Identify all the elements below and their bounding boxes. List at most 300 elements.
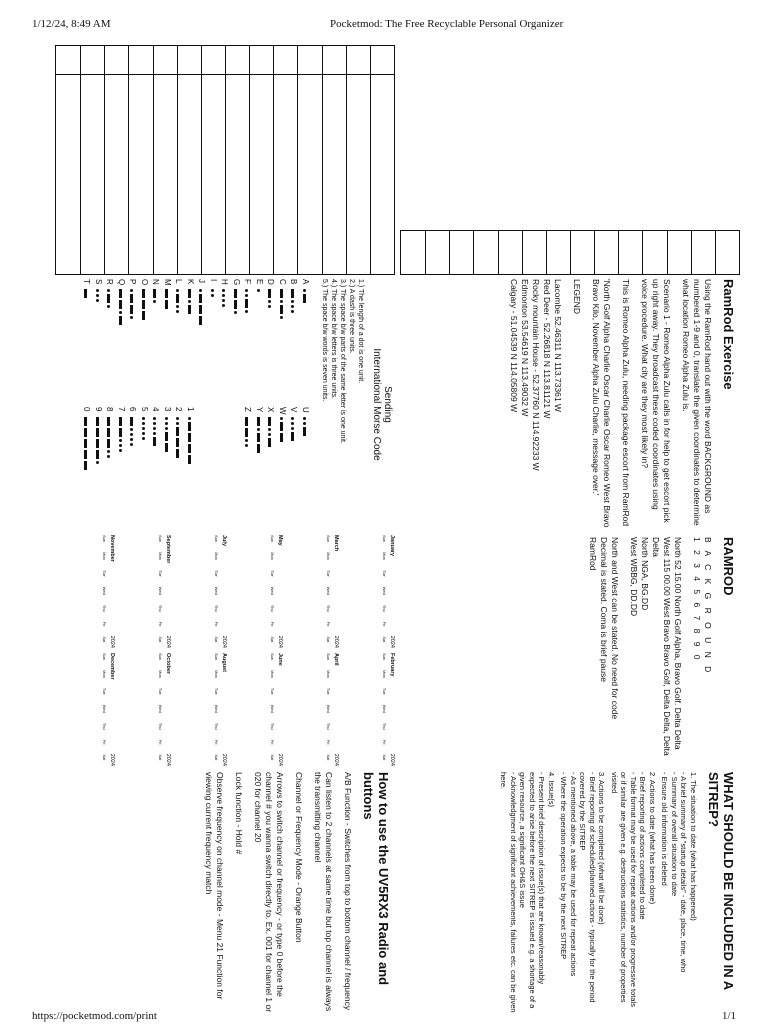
morse-dot — [303, 422, 306, 425]
calendar-weekday: Sat — [382, 754, 387, 761]
calendar-weekday: Fri — [270, 739, 275, 745]
morse-signal — [105, 417, 114, 460]
morse-character: L — [174, 279, 184, 284]
ramrod-exercise-title: RamRod Exercise — [721, 279, 736, 390]
morse-dot — [107, 289, 110, 292]
morse-dot — [96, 299, 99, 302]
grid-line — [667, 231, 668, 274]
calendar-month — [289, 653, 339, 766]
morse-dash — [142, 311, 145, 320]
calendar-weekday: Fri — [326, 739, 331, 745]
calendar-weekday: Thu — [270, 604, 275, 612]
morse-dot — [107, 305, 110, 308]
calendar-weekday: Sat — [214, 754, 219, 761]
morse-row — [139, 407, 151, 472]
calendar-month — [233, 653, 283, 766]
calendar-month-name: January — [389, 535, 395, 557]
calendar-weekday: Mon — [158, 670, 163, 678]
morse-title: Sending — [382, 386, 393, 423]
morse-row — [196, 279, 208, 327]
morse-character: J — [197, 279, 207, 283]
morse-row — [300, 407, 312, 472]
morse-dot — [153, 432, 156, 435]
paragraph: This is Romeo Alpha Zulu, needing package escort from RamRod — [621, 279, 631, 527]
morse-dot — [211, 294, 214, 297]
grid-line — [642, 231, 643, 274]
morse-row — [265, 279, 277, 327]
morse-dot — [176, 310, 179, 313]
calendar-weekday: Mon — [214, 670, 219, 678]
morse-dot — [234, 311, 237, 314]
calendar-weekday: Mon — [326, 552, 331, 560]
calendar-weekday: Fri — [158, 739, 163, 745]
morse-dot — [153, 427, 156, 430]
morse-row — [127, 279, 139, 327]
morse-dot — [130, 438, 133, 441]
morse-dash — [96, 439, 99, 448]
morse-row — [242, 279, 254, 327]
calendar-month — [345, 535, 395, 648]
morse-dot — [165, 417, 168, 420]
morse-dot — [130, 428, 133, 431]
morse-row — [162, 407, 174, 472]
morse-dash — [84, 289, 87, 298]
grid-line — [473, 231, 474, 274]
morse-row — [288, 279, 300, 327]
calendar-month-name: December — [109, 653, 115, 680]
morse-character: P — [128, 279, 138, 285]
morse-row — [81, 279, 93, 327]
calendar-weekday: Wed — [382, 704, 387, 713]
morse-signal — [117, 289, 126, 327]
morse-signal — [289, 289, 298, 315]
grid-line — [225, 46, 226, 274]
morse-dash — [234, 289, 237, 298]
calendar-weekday: Tue — [382, 687, 387, 695]
paragraph: 3. Actions to be completed (what will be done) - Brief reporting of scheduled/planned actions - typically for the period covered by the SITREP - As mentioned above, a table may be used for repeat actions - Where the operation expects to be by the next SITREP — [559, 772, 607, 1003]
morse-character: 2 — [174, 407, 184, 412]
morse-signal — [82, 417, 91, 472]
morse-dot — [257, 428, 260, 431]
morse-character: 0 — [82, 407, 92, 412]
morse-dot — [280, 316, 283, 319]
morse-character: D — [266, 279, 276, 285]
paragraph: Observe frequency on channel mode - Menu 21 Function for viewing current frequency match — [204, 772, 225, 1000]
morse-dot — [142, 437, 145, 440]
calendar-weekday: Wed — [102, 704, 107, 713]
calendar-year: 2024 — [389, 635, 395, 648]
morse-dash — [257, 433, 260, 442]
morse-dot — [303, 417, 306, 420]
morse-character: F — [243, 279, 253, 284]
morse-row — [265, 407, 277, 472]
morse-dot — [165, 427, 168, 430]
calendar-weekday: Wed — [158, 586, 163, 595]
morse-dot — [142, 432, 145, 435]
paragraph: 'North Golf Alpha Charlie Oscar Charlie Oscar Romeo West Bravo Bravo Kilo, November Alpha Zulu Charlie, message over.' — [591, 279, 612, 528]
calendar-weekday: Mon — [270, 552, 275, 560]
morse-dot — [96, 294, 99, 297]
morse-signal — [301, 289, 310, 305]
morse-dot — [130, 289, 133, 292]
morse-row — [127, 407, 139, 472]
morse-dash — [176, 427, 179, 436]
calendar-month-name: November — [109, 535, 115, 562]
morse-dot — [257, 289, 260, 292]
morse-rule: 4.) The space b/w letters is three units. — [330, 279, 337, 400]
morse-dash — [84, 439, 87, 448]
morse-signal — [301, 417, 310, 438]
morse-dot — [142, 427, 145, 430]
morse-dot — [176, 422, 179, 425]
morse-dash — [291, 432, 294, 441]
morse-column-letters-digits — [81, 407, 311, 472]
calendar-weekday: Mon — [382, 552, 387, 560]
morse-row — [231, 407, 243, 472]
morse-row — [150, 279, 162, 327]
morse-dot — [188, 300, 191, 303]
morse-dash — [153, 289, 156, 298]
morse-signal — [151, 289, 160, 305]
morse-row — [208, 279, 220, 327]
morse-row — [173, 407, 185, 472]
grid-line — [546, 231, 547, 274]
calendar-panel — [55, 535, 395, 770]
calendar-month — [289, 535, 339, 648]
calendar-month — [177, 535, 227, 648]
morse-dot — [130, 433, 133, 436]
morse-dot — [107, 450, 110, 453]
morse-row — [288, 407, 300, 472]
morse-character: 4 — [151, 407, 161, 412]
morse-signal — [186, 289, 195, 316]
morse-dash — [165, 289, 168, 298]
morse-dot — [142, 417, 145, 420]
morse-dot — [291, 427, 294, 430]
morse-dot — [119, 439, 122, 442]
morse-dash — [119, 316, 122, 325]
morse-signal — [209, 289, 218, 299]
calendar-weekday: Sun — [158, 535, 163, 543]
morse-dash — [119, 300, 122, 309]
morse-dot — [268, 305, 271, 308]
morse-character: A — [300, 279, 310, 285]
morse-character: N — [151, 279, 161, 285]
calendar-weekday: Thu — [326, 722, 331, 730]
calendar-weekday: Sat — [214, 636, 219, 643]
morse-signal — [151, 417, 160, 448]
calendar-month — [121, 653, 171, 766]
morse-dash — [84, 417, 87, 426]
morse-dot — [211, 289, 214, 292]
morse-dot — [268, 433, 271, 436]
morse-dash — [176, 449, 179, 458]
calendar-weekday: Wed — [382, 586, 387, 595]
calendar-weekday: Mon — [158, 552, 163, 560]
morse-character: V — [289, 407, 299, 413]
morse-row — [300, 279, 312, 327]
morse-dash — [257, 417, 260, 426]
calendar-weekday: Sun — [102, 535, 107, 543]
morse-dot — [119, 311, 122, 314]
morse-dash — [165, 443, 168, 452]
morse-dash — [280, 305, 283, 314]
calendar-year: 2024 — [277, 753, 283, 766]
paragraph: North 52 15.00 North Golf Alpha, Bravo Golf. Delta Delta West 115 00.00 West Bravo Bravo Golf, Delta Delta, Delta Delta North NGA, BG.DD West WBBG, DD.DD — [629, 537, 683, 756]
calendar-weekday: Sat — [270, 636, 275, 643]
morse-row — [219, 279, 231, 327]
calendar-weekday: Tue — [214, 569, 219, 577]
morse-dot — [268, 300, 271, 303]
calendar-weekday: Fri — [214, 621, 219, 627]
morse-dash — [165, 300, 168, 309]
morse-row — [104, 279, 116, 327]
morse-dash — [84, 450, 87, 459]
morse-dot — [153, 422, 156, 425]
morse-dash — [130, 417, 133, 426]
morse-rule: 5.) The space b/w words is seven units. — [321, 279, 328, 402]
calendar-month-name: July — [221, 535, 227, 547]
morse-row — [93, 279, 105, 327]
morse-dash — [257, 444, 260, 453]
morse-dot — [119, 449, 122, 452]
morse-dash — [107, 417, 110, 426]
morse-character: O — [139, 279, 149, 286]
calendar-month — [65, 653, 115, 766]
calendar-weekday: Thu — [270, 722, 275, 730]
morse-row — [116, 279, 128, 327]
calendar-weekday: Sun — [214, 535, 219, 543]
grid-line — [570, 231, 571, 274]
ramrod-panel — [400, 535, 740, 770]
morse-character: S — [93, 279, 103, 285]
ramrod-letters: B A C K G R O U N D — [703, 537, 713, 676]
morse-dash — [245, 299, 248, 308]
morse-character: K — [185, 279, 195, 285]
morse-row — [93, 407, 105, 472]
ramrod-title: RAMROD — [721, 537, 736, 596]
calendar-weekday: Mon — [382, 670, 387, 678]
calendar-weekday: Sun — [214, 653, 219, 661]
paragraph: 4. Issue(s) - Present brief description of issue(s) that are known/reasonably expected to arise before the next SITREP is issued e.g. a shortage of a given resource, a significant OH&S issue - Acknowledgment of significant achievements, failures etc. can be given here. — [499, 772, 556, 1013]
calendar-year: 2024 — [333, 635, 339, 648]
calendar-weekday: Sun — [326, 535, 331, 543]
morse-dash — [119, 428, 122, 437]
morse-signal — [197, 289, 206, 327]
morse-dash — [268, 417, 271, 426]
paragraph: 1. The situation to date (what has happened) - A brief summary of "startup details" - date, place, time, who - Summary of overall situation to date - Ensure old information is deleted — [660, 772, 698, 973]
calendar-year: 2024 — [389, 753, 395, 766]
grid-line — [370, 46, 371, 274]
morse-dash — [291, 289, 294, 298]
calendar-weekday: Thu — [214, 722, 219, 730]
morse-dot — [153, 417, 156, 420]
morse-dash — [84, 428, 87, 437]
morse-row — [231, 279, 243, 327]
uv5r-panel — [55, 770, 395, 1015]
morse-signal — [278, 289, 287, 321]
grid-line — [249, 46, 250, 274]
calendar-weekday: Sat — [158, 754, 163, 761]
calendar-weekday: Mon — [102, 552, 107, 560]
notes-grid-right — [400, 230, 740, 275]
morse-character: I — [208, 279, 218, 282]
morse-dash — [107, 439, 110, 448]
morse-dot — [245, 444, 248, 447]
morse-dash — [268, 438, 271, 447]
morse-character: B — [289, 279, 299, 285]
calendar-year: 2024 — [109, 753, 115, 766]
ramrod-numbers: 1 2 3 4 5 6 7 8 9 0 — [692, 537, 702, 663]
calendar-weekday: Wed — [102, 586, 107, 595]
calendar-weekday: Wed — [326, 704, 331, 713]
calendar-weekday: Tue — [102, 569, 107, 577]
morse-row — [254, 279, 266, 327]
morse-signal — [255, 289, 264, 294]
morse-signal — [140, 289, 149, 322]
morse-signal — [94, 289, 103, 304]
morse-signal — [243, 417, 252, 449]
paragraph: A/B Function - Switches from top to bottom channel / frequency — [343, 772, 353, 1011]
calendar-year: 2024 — [221, 635, 227, 648]
morse-dot — [291, 422, 294, 425]
morse-signal — [220, 289, 229, 309]
calendar-weekday: Fri — [382, 621, 387, 627]
morse-dot — [176, 417, 179, 420]
morse-character: U — [300, 407, 310, 413]
calendar-weekday: Wed — [214, 704, 219, 713]
morse-dot — [291, 300, 294, 303]
morse-dash — [188, 455, 191, 464]
calendar-weekday: Tue — [382, 569, 387, 577]
print-datetime: 1/12/24, 8:49 AM — [32, 18, 111, 30]
morse-dash — [165, 432, 168, 441]
morse-signal — [163, 289, 172, 311]
paragraph: Lacombe 52.46311 N 113.73361 W Red Deer - 52.26818 N 113.81121 W Rocky mountain House - 52.37760 N 114.92233 W Edmonton 53.54619 N 113.49032 W Calgary - 51.04539 N 114.05809 W — [509, 279, 563, 471]
morse-dot — [291, 305, 294, 308]
morse-row — [81, 407, 93, 472]
morse-dot — [130, 316, 133, 319]
morse-dot — [96, 461, 99, 464]
calendar-month — [121, 535, 171, 648]
calendar-weekday: Mon — [214, 552, 219, 560]
morse-dot — [245, 439, 248, 442]
calendar-weekday: Sun — [382, 535, 387, 543]
calendar-year: 2024 — [109, 635, 115, 648]
calendar-month-name: August — [221, 653, 227, 672]
morse-dash — [199, 305, 202, 314]
morse-row — [196, 407, 208, 472]
morse-dot — [222, 299, 225, 302]
morse-dot — [280, 300, 283, 303]
morse-dash — [280, 289, 283, 298]
morse-row — [254, 407, 266, 472]
morse-character: 1 — [185, 407, 195, 412]
paragraph: Channel or Frequency Mode - Orange Button — [294, 772, 304, 943]
morse-dot — [96, 289, 99, 292]
morse-code-panel — [55, 277, 395, 532]
calendar-weekday: Sat — [102, 636, 107, 643]
calendar-weekday: Sat — [158, 636, 163, 643]
calendar-weekday: Tue — [326, 687, 331, 695]
morse-row — [139, 279, 151, 327]
calendar-weekday: Thu — [214, 604, 219, 612]
calendar-weekday: Sat — [382, 636, 387, 643]
calendar-weekday: Sun — [270, 653, 275, 661]
pocketmod-sheet — [55, 45, 740, 775]
morse-rule: 3.) The space b/w parts of the same letter is one unit. — [339, 279, 346, 444]
morse-dash — [303, 294, 306, 303]
morse-dash — [245, 428, 248, 437]
morse-signal — [174, 417, 183, 460]
ramrod-exercise-panel — [400, 277, 740, 532]
calendar-year: 2024 — [165, 753, 171, 766]
grid-line — [498, 231, 499, 274]
grid-line — [297, 46, 298, 274]
grid-line — [104, 46, 105, 274]
grid-line — [449, 231, 450, 274]
calendar-weekday: Sun — [382, 653, 387, 661]
paragraph: Scenario 1 - Romeo Alpha Zulu calls in for help to get escort pick up right away. They broadcast these coded coordinates using voice procedure. What city are they most likely in? — [640, 279, 672, 523]
morse-dash — [245, 417, 248, 426]
grid-line — [594, 231, 595, 274]
morse-character: T — [82, 279, 92, 284]
morse-dash — [107, 294, 110, 303]
grid-line — [177, 46, 178, 274]
calendar-month — [177, 653, 227, 766]
morse-signal — [82, 289, 91, 300]
morse-signal — [243, 289, 252, 315]
morse-dash — [268, 289, 271, 298]
morse-row — [162, 279, 174, 327]
morse-signal — [174, 289, 183, 315]
morse-dash — [280, 433, 283, 442]
morse-dot — [222, 304, 225, 307]
morse-dot — [153, 300, 156, 303]
morse-dot — [245, 294, 248, 297]
morse-dash — [188, 422, 191, 431]
morse-dot — [142, 422, 145, 425]
calendar-weekday: Wed — [158, 704, 163, 713]
morse-dash — [96, 428, 99, 437]
grid-line — [322, 46, 323, 274]
calendar-weekday: Sun — [102, 653, 107, 661]
morse-signal — [278, 417, 287, 444]
morse-dash — [303, 427, 306, 436]
morse-dash — [84, 461, 87, 470]
calendar-weekday: Thu — [326, 604, 331, 612]
grid-line — [346, 46, 347, 274]
morse-dot — [268, 428, 271, 431]
paragraph: 2. Actions to date (what has been done) - Brief reporting of actions completed to date - Table format may be used for repeat actions and/or progressive totals or if similar are given e.g. destructions statistics, number of properties visited — [610, 772, 657, 1007]
morse-character: Q — [116, 279, 126, 286]
morse-character: 3 — [162, 407, 172, 412]
calendar-weekday: Tue — [270, 687, 275, 695]
morse-row — [150, 407, 162, 472]
morse-signal — [128, 289, 137, 321]
calendar-year: 2024 — [277, 635, 283, 648]
morse-dot — [222, 289, 225, 292]
morse-subtitle: International Morse Code — [371, 348, 382, 461]
morse-row — [104, 407, 116, 472]
print-page-number: 1/1 — [722, 1010, 737, 1022]
morse-character: 7 — [116, 407, 126, 412]
morse-dot — [107, 455, 110, 458]
morse-dot — [291, 310, 294, 313]
calendar-month-name: February — [389, 653, 395, 677]
morse-dot — [222, 294, 225, 297]
morse-signal — [186, 417, 195, 466]
